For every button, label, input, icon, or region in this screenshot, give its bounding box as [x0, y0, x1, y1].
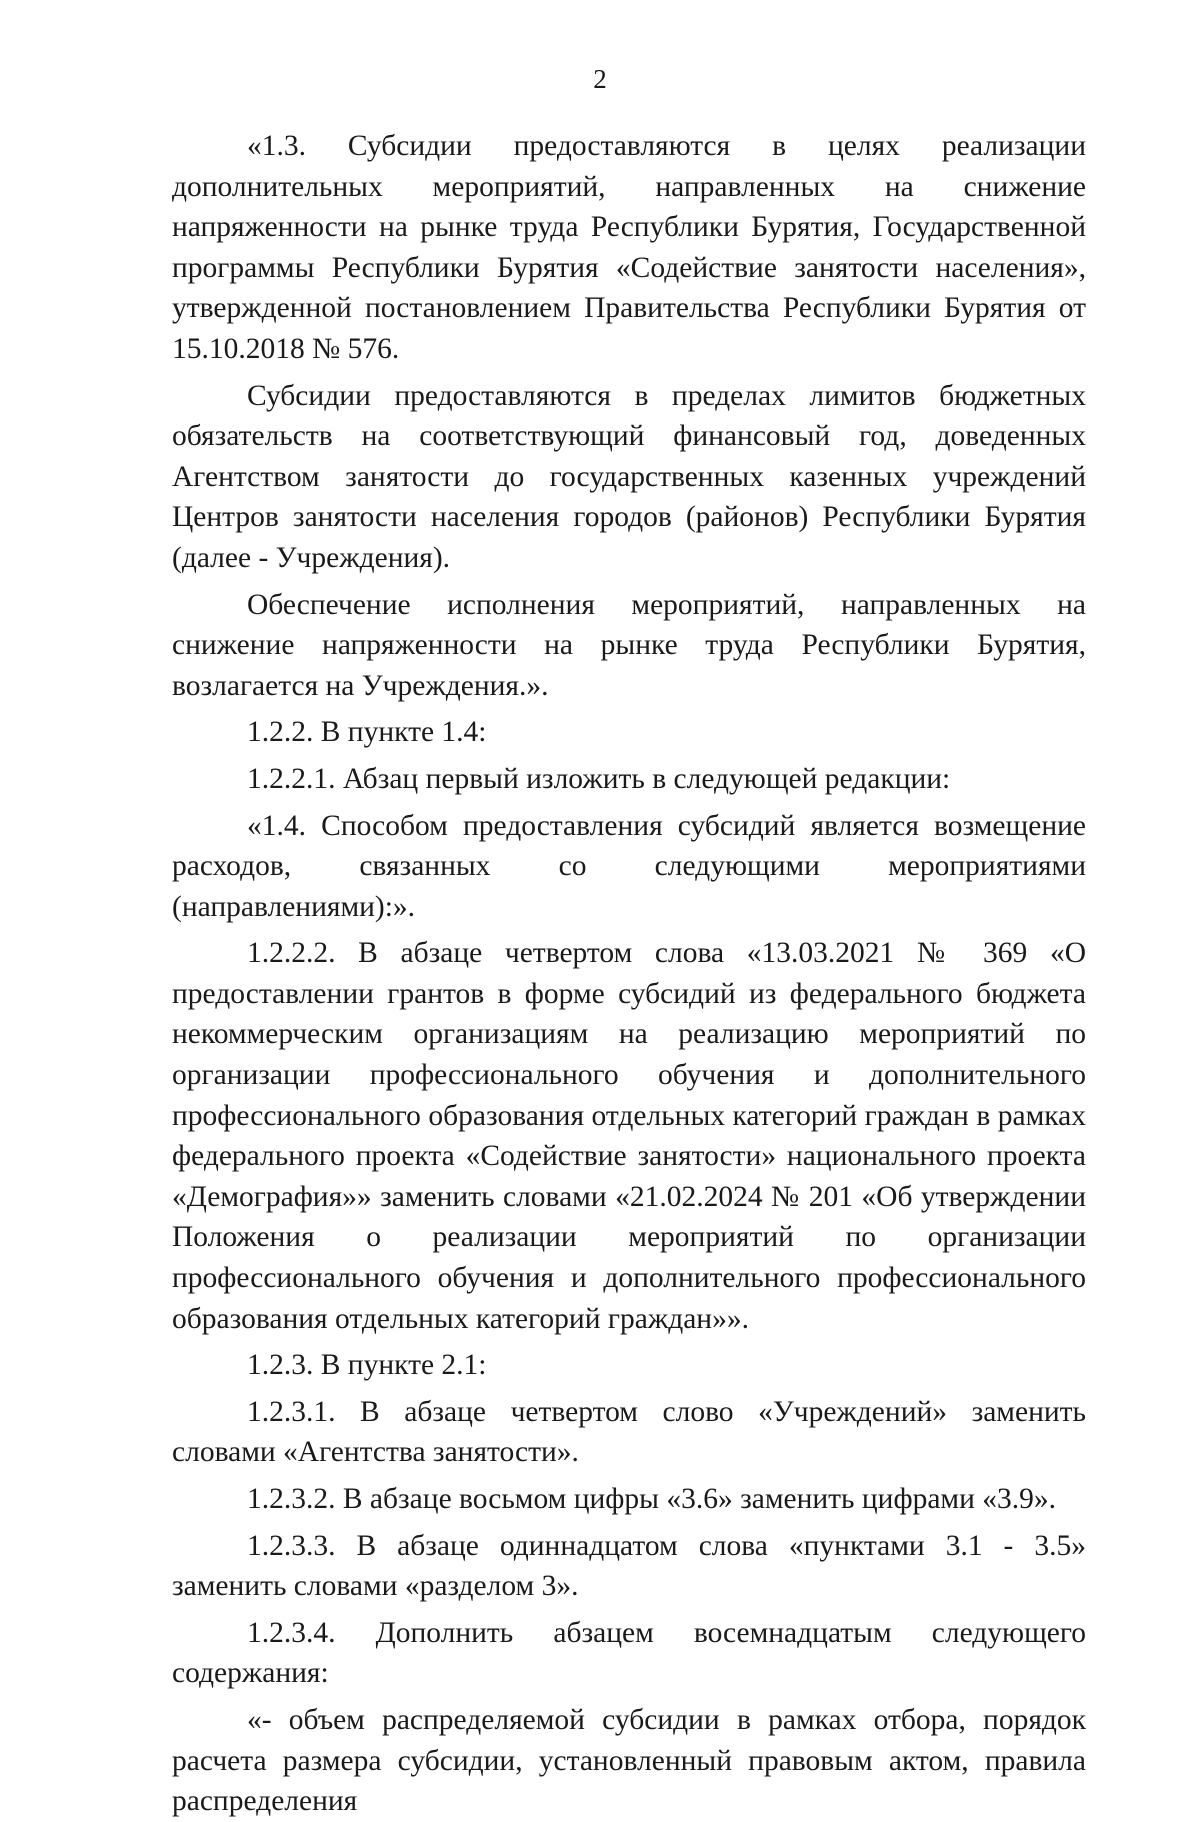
paragraph-1-4: «1.4. Способом предоставления субсидий является возмещение расходов, связанных со следующими мероприятиями (направлениями):».	[172, 809, 1086, 923]
paragraph-1-2-3: 1.2.3. В пункте 2.1:	[247, 1349, 487, 1382]
paragraph-1-2-3-3: 1.2.3.3. В абзаце одиннадцатом слова «пунктами 3.1 - 3.5» заменить словами «разделом 3».	[172, 1529, 1086, 1603]
paragraph-execution: Обеспечение исполнения мероприятий, направленных на снижение напряженности на рынке труда Республики Бурятия, возлагается на Учреждения.».	[172, 588, 1086, 702]
paragraph-1-3: «1.3. Субсидии предоставляются в целях реализации дополнительных мероприятий, направленных на снижение напряженности на рынке труда Республики Бурятия, Государственной программы Республики Бурятия «Содействие занятости населения», утвержденной постановлением Правительства Республики Бурятия от 15.10.2018 № 576.	[172, 130, 1086, 365]
page-number: 2	[593, 64, 607, 94]
paragraph-1-2-2: 1.2.2. В пункте 1.4:	[247, 716, 487, 749]
paragraph-1-2-2-2: 1.2.2.2. В абзаце четвертом слова «13.03.2021 № 369 «О предоставлении грантов в форме субсидий из федерального бюджета некоммерческим организациям на реализацию мероприятий по организации профессионального обучения и дополнительного профессионального образования отдельных категорий граждан в рамках федерального проекта «Содействие занятости» национального проекта «Демография»» заменить словами «21.02.2024 № 201 «Об утверждении Положения о реализации мероприятий по организации профессионального обучения и дополнительного профессионального образования отдельных категорий граждан»».	[172, 937, 1086, 1335]
paragraph-subsidies-limits: Субсидии предоставляются в пределах лимитов бюджетных обязательств на соответствующий финансовый год, доведенных Агентством занятости до государственных казенных учреждений Центров занятости населения городов (районов) Республики Бурятия (далее - Учреждения).	[172, 379, 1086, 574]
paragraph-1-2-3-1: 1.2.3.1. В абзаце четвертом слово «Учреждений» заменить словами «Агентства занятости».	[172, 1395, 1086, 1469]
paragraph-1-2-3-2: 1.2.3.2. В абзаце восьмом цифры «3.6» заменить цифрами «3.9».	[247, 1483, 1056, 1515]
document-body	[172, 126, 1086, 1822]
paragraph-1-2-2-1: 1.2.2.1. Абзац первый изложить в следующей редакции:	[247, 762, 951, 795]
paragraph-1-2-3-4: 1.2.3.4. Дополнить абзацем восемнадцатым следующего содержания:	[172, 1616, 1086, 1690]
paragraph-subsidy-volume: «- объем распределяемой субсидии в рамках отбора, порядок расчета размера субсидии, установленный правовым актом, правила распределения	[172, 1703, 1086, 1818]
